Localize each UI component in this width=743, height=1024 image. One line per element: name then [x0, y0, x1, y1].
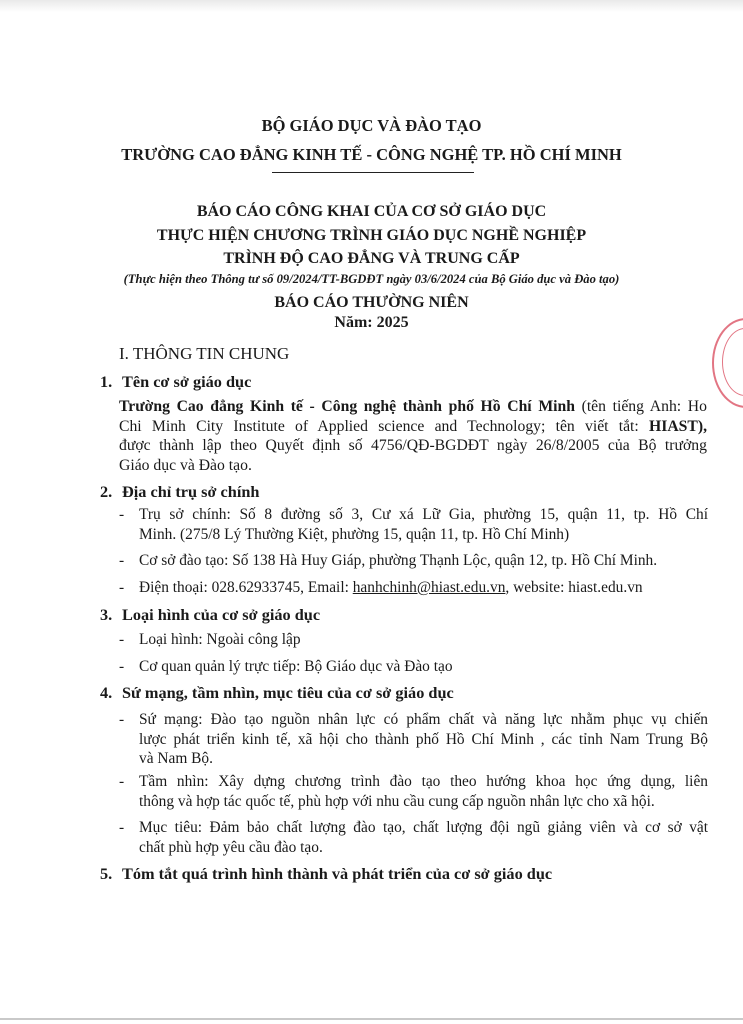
section-heading: I. THÔNG TIN CHUNG: [119, 344, 290, 363]
report-year: Năm: 2025: [334, 314, 409, 331]
item-number: 4.: [100, 683, 113, 702]
bullet-text: và Nam Bộ.: [139, 750, 213, 767]
item-title: Tóm tắt quá trình hình thành và phát triển của cơ sở giáo dục: [122, 864, 553, 883]
dash-bullet-icon: -: [119, 819, 125, 836]
item-4-heading: [100, 683, 454, 703]
bullet-text: thông và hợp tác quốc tế, phù hợp với nhu cầu cung cấp nguồn nhân lực cho xã hội.: [139, 792, 655, 810]
item-3-heading: [100, 605, 320, 625]
report-title-line-1: BÁO CÁO CÔNG KHAI CỦA CƠ SỞ GIÁO DỤC: [196, 203, 547, 220]
item-2-heading: [100, 482, 259, 502]
contact-text: , website: hiast.edu.vn: [505, 579, 643, 596]
bullet-text: Minh. (275/8 Lý Thường Kiệt, phường 15, quận 11, tp. Hồ Chí Minh): [139, 525, 570, 543]
dash-bullet-icon: -: [119, 773, 125, 790]
bullet-text: Mục tiêu: Đảm bảo chất lượng đào tạo, chất lượng đội ngũ giảng viên và cơ sở vật: [139, 819, 708, 836]
item-number: 3.: [100, 605, 113, 624]
dash-bullet-icon: -: [119, 658, 125, 675]
paragraph-text: Giáo dục và Đào tạo.: [119, 456, 252, 474]
dash-bullet-icon: -: [119, 552, 125, 569]
item-number: 2.: [100, 482, 113, 501]
dash-bullet-icon: -: [119, 506, 125, 523]
bullet-text: chất phù hợp yêu cầu đào tạo.: [139, 838, 323, 856]
report-title-line-2: THỰC HIỆN CHƯƠNG TRÌNH GIÁO DỤC NGHỀ NGHIỆP: [156, 227, 587, 244]
contact-text: Điện thoại: 028.62933745, Email:: [139, 579, 353, 596]
bullet-text: lược phát triển kinh tế, xã hội cho thành phố Hồ Chí Minh , các tỉnh Nam Trung Bộ: [139, 730, 708, 748]
school-name: TRƯỜNG CAO ĐẲNG KINH TẾ - CÔNG NGHỆ TP. HỒ CHÍ MINH: [121, 145, 622, 164]
dash-bullet-icon: -: [119, 631, 125, 648]
bullet-text: Loại hình: Ngoài công lập: [139, 631, 301, 648]
item-title: Địa chỉ trụ sở chính: [122, 482, 260, 501]
paragraph-text: được thành lập theo Quyết định số 4756/QĐ-BGDĐT ngày 26/8/2005 của Bộ trưởng: [119, 437, 707, 454]
item-1-heading: [100, 372, 251, 392]
item-title: Loại hình của cơ sở giáo dục: [122, 605, 321, 624]
bullet-text: Trụ sở chính: Số 8 đường số 3, Cư xá Lữ Gia, phường 15, quận 11, tp. Hồ Chí: [139, 506, 708, 523]
paragraph-text: Chi Minh City Institute of Applied science and Technology; tên viết tắt:: [119, 417, 650, 435]
header-divider: [272, 172, 474, 173]
item-number: 1.: [100, 372, 113, 391]
item-1-paragraph: [119, 397, 707, 475]
scan-edge-top: [0, 0, 743, 12]
bullet-text: Sứ mạng: Đào tạo nguồn nhân lực có phẩm chất và năng lực nhằm phục vụ chiến: [139, 711, 708, 728]
email-link[interactable]: hanhchinh@hiast.edu.vn: [352, 579, 506, 596]
dash-bullet-icon: -: [119, 579, 125, 596]
item-title: Sứ mạng, tầm nhìn, mục tiêu của cơ sở giáo dục: [122, 683, 454, 702]
school-full-name: Trường Cao đẳng Kinh tế - Công nghệ thành phố Hồ Chí Minh: [119, 398, 575, 415]
item-title: Tên cơ sở giáo dục: [122, 372, 252, 391]
ministry-name: BỘ GIÁO DỤC VÀ ĐÀO TẠO: [261, 116, 482, 135]
report-title-line-3: TRÌNH ĐỘ CAO ĐẲNG VÀ TRUNG CẤP: [223, 250, 520, 267]
paragraph-text: (tên tiếng Anh: Ho: [574, 398, 707, 415]
bullet-text: Cơ sở đào tạo: Số 138 Hà Huy Giáp, phường Thạnh Lộc, quận 12, tp. Hồ Chí Minh.: [139, 552, 658, 569]
dash-bullet-icon: -: [119, 711, 125, 728]
report-subtitle: BÁO CÁO THƯỜNG NIÊN: [274, 294, 469, 311]
bullet-text: Cơ quan quản lý trực tiếp: Bộ Giáo dục và Đào tạo: [139, 658, 453, 675]
bullet-text: Tầm nhìn: Xây dựng chương trình đào tạo theo hướng khoa học ứng dụng, liên: [139, 773, 708, 790]
item-number: 5.: [100, 864, 113, 883]
school-abbreviation: HIAST),: [649, 417, 707, 435]
legal-basis-note: (Thực hiện theo Thông tư số 09/2024/TT-BGDĐT ngày 03/6/2024 của Bộ Giáo dục và Đào tạo): [123, 272, 620, 286]
item-5-heading: [100, 864, 552, 884]
scan-edge-bottom: [0, 1018, 743, 1020]
